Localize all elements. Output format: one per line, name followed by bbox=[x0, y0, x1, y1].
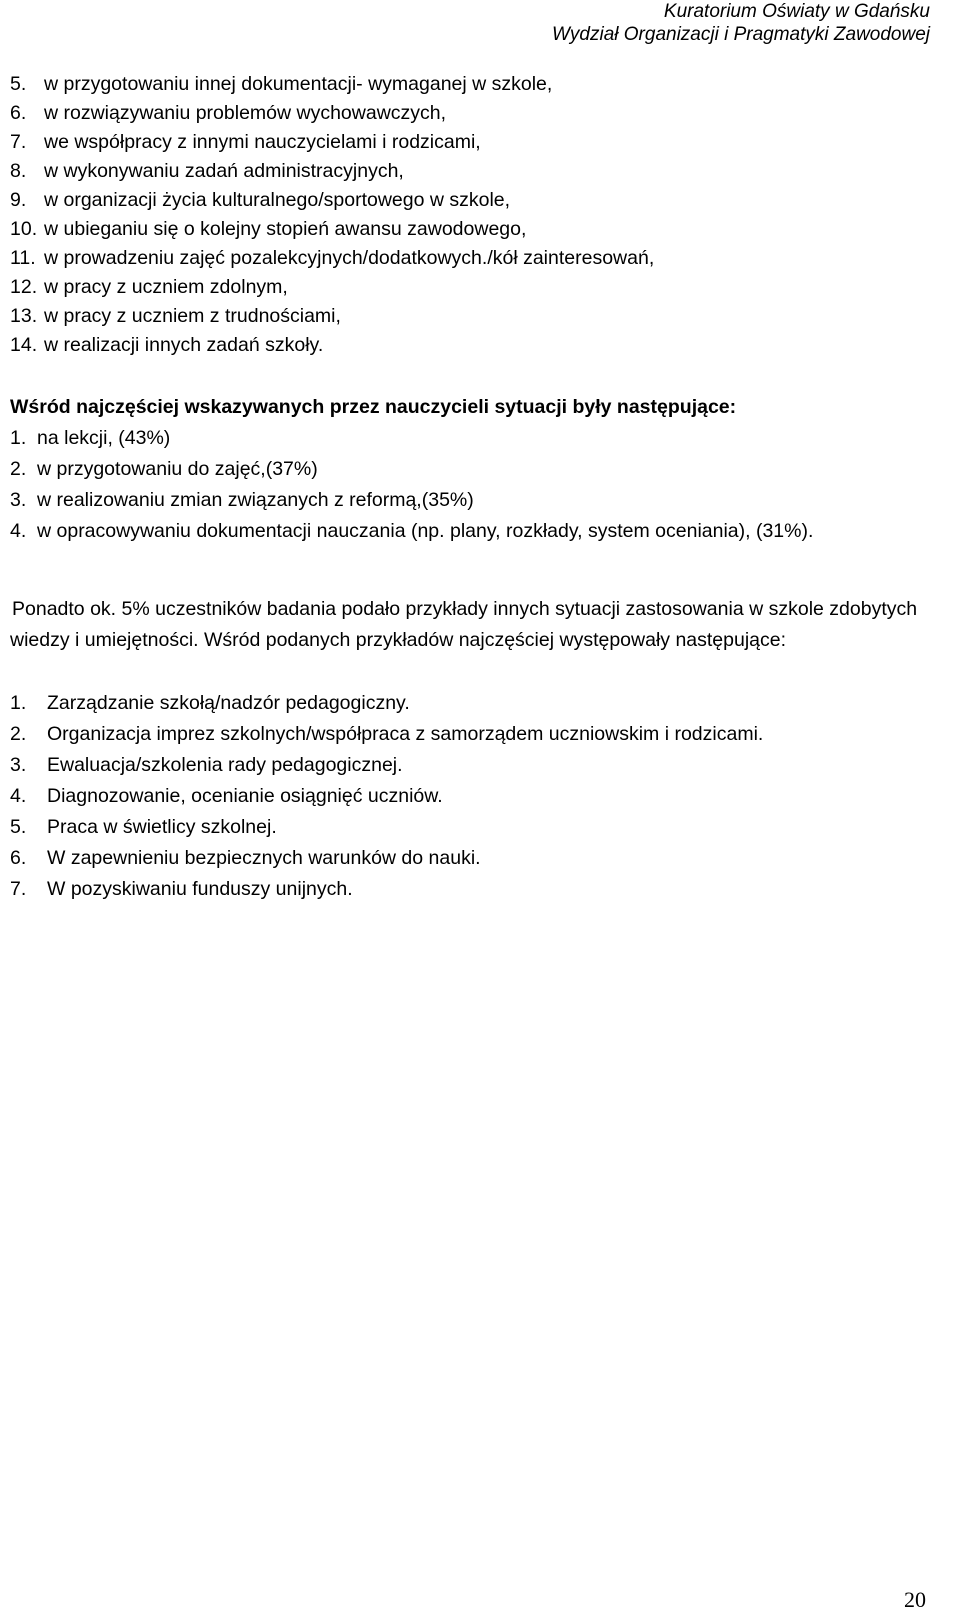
list-item bbox=[10, 516, 887, 547]
page-header bbox=[552, 0, 930, 46]
list-item-text: Organizacja imprez szkolnych/współpraca z samorządem uczniowskim i rodzicami. bbox=[47, 723, 764, 745]
list-item-text: Praca w świetlicy szkolnej. bbox=[47, 816, 277, 838]
list-item-number: 2. bbox=[10, 458, 27, 480]
list-item bbox=[10, 244, 654, 273]
list-item-number: 12. bbox=[10, 276, 38, 298]
list-item-number: 10. bbox=[10, 218, 38, 240]
list-item-text: w przygotowaniu do zajęć,(37%) bbox=[37, 458, 318, 480]
list-item bbox=[10, 750, 847, 781]
list-item bbox=[10, 485, 887, 516]
list-item-number: 1. bbox=[10, 692, 27, 714]
list-item bbox=[10, 157, 654, 186]
list-item-number: 5. bbox=[10, 816, 27, 838]
list-item bbox=[10, 273, 654, 302]
list-item-number: 3. bbox=[10, 489, 27, 511]
list-item-text: Zarządzanie szkołą/nadzór pedagogiczny. bbox=[47, 692, 410, 714]
list-item-text: W zapewnieniu bezpiecznych warunków do nauki. bbox=[47, 847, 481, 869]
list-item-text: Ewaluacja/szkolenia rady pedagogicznej. bbox=[47, 754, 403, 776]
list-item-text: w organizacji życia kulturalnego/sportowego w szkole, bbox=[44, 189, 511, 211]
list-item bbox=[10, 454, 887, 485]
list-item bbox=[10, 99, 654, 128]
list-item-number: 4. bbox=[10, 520, 27, 542]
list-item bbox=[10, 70, 654, 99]
continued-numbered-list bbox=[10, 70, 654, 360]
list-item-text: na lekcji, (43%) bbox=[37, 427, 171, 449]
list-item bbox=[10, 843, 847, 874]
list-item-text: we współpracy z innymi nauczycielami i rodzicami, bbox=[44, 131, 481, 153]
list-item-number: 7. bbox=[10, 131, 27, 153]
list-item-text: W pozyskiwaniu funduszy unijnych. bbox=[47, 878, 353, 900]
list-item-text: w prowadzeniu zajęć pozalekcyjnych/dodatkowych./kół zainteresowań, bbox=[44, 247, 655, 269]
list-item-number: 6. bbox=[10, 847, 27, 869]
list-item-number: 13. bbox=[10, 305, 38, 327]
list-item-number: 3. bbox=[10, 754, 27, 776]
list-item bbox=[10, 781, 847, 812]
list-item-number: 9. bbox=[10, 189, 27, 211]
list-item bbox=[10, 688, 847, 719]
header-institution: Kuratorium Oświaty w Gdańsku bbox=[663, 1, 930, 22]
body-paragraph bbox=[10, 594, 940, 656]
list-item-number: 2. bbox=[10, 723, 27, 745]
list-item bbox=[10, 874, 847, 905]
list-item-text: w pracy z uczniem zdolnym, bbox=[44, 276, 288, 298]
list-item bbox=[10, 812, 847, 843]
list-item-number: 1. bbox=[10, 427, 27, 449]
list-item-text: w realizowaniu zmian związanych z reformą,(35%) bbox=[37, 489, 474, 511]
list-item-number: 5. bbox=[10, 73, 27, 95]
list-item-number: 8. bbox=[10, 160, 27, 182]
list-item-number: 11. bbox=[10, 247, 36, 269]
list-item-text: w rozwiązywaniu problemów wychowawczych, bbox=[44, 102, 447, 124]
header-department: Wydział Organizacji i Pragmatyki Zawodowej bbox=[551, 24, 930, 45]
list-item bbox=[10, 423, 887, 454]
list-item-number: 6. bbox=[10, 102, 27, 124]
list-item-text: w opracowywaniu dokumentacji nauczania (np. plany, rozkłady, system oceniania), (31%). bbox=[37, 520, 814, 542]
list-item-number: 7. bbox=[10, 878, 27, 900]
list-item-text: w pracy z uczniem z trudnościami, bbox=[44, 305, 341, 327]
list-item bbox=[10, 302, 654, 331]
list-item-number: 14. bbox=[10, 334, 38, 356]
list-item-text: w wykonywaniu zadań administracyjnych, bbox=[44, 160, 404, 182]
page-number: 20 bbox=[904, 1587, 926, 1612]
section-heading: Wśród najczęściej wskazywanych przez nauczycieli sytuacji były następujące: bbox=[10, 396, 737, 418]
list-item bbox=[10, 215, 654, 244]
situations-list bbox=[10, 423, 887, 547]
list-item bbox=[10, 186, 654, 215]
list-item-text: w ubieganiu się o kolejny stopień awansu zawodowego, bbox=[44, 218, 527, 240]
list-item bbox=[10, 128, 654, 157]
list-item-number: 4. bbox=[10, 785, 27, 807]
paragraph-text: Ponadto ok. 5% uczestników badania podało przykłady innych sytuacji zastosowania w szkole zdobytych wiedzy i umiejętności. Wśród podanych przykładów najczęściej występowały następujące: bbox=[10, 598, 918, 651]
list-item-text: Diagnozowanie, ocenianie osiągnięć uczniów. bbox=[47, 785, 443, 807]
list-item-text: w realizacji innych zadań szkoły. bbox=[44, 334, 324, 356]
other-examples-list bbox=[10, 688, 847, 905]
list-item bbox=[10, 719, 847, 750]
list-item-text: w przygotowaniu innej dokumentacji- wymaganej w szkole, bbox=[44, 73, 553, 95]
list-item bbox=[10, 331, 654, 360]
